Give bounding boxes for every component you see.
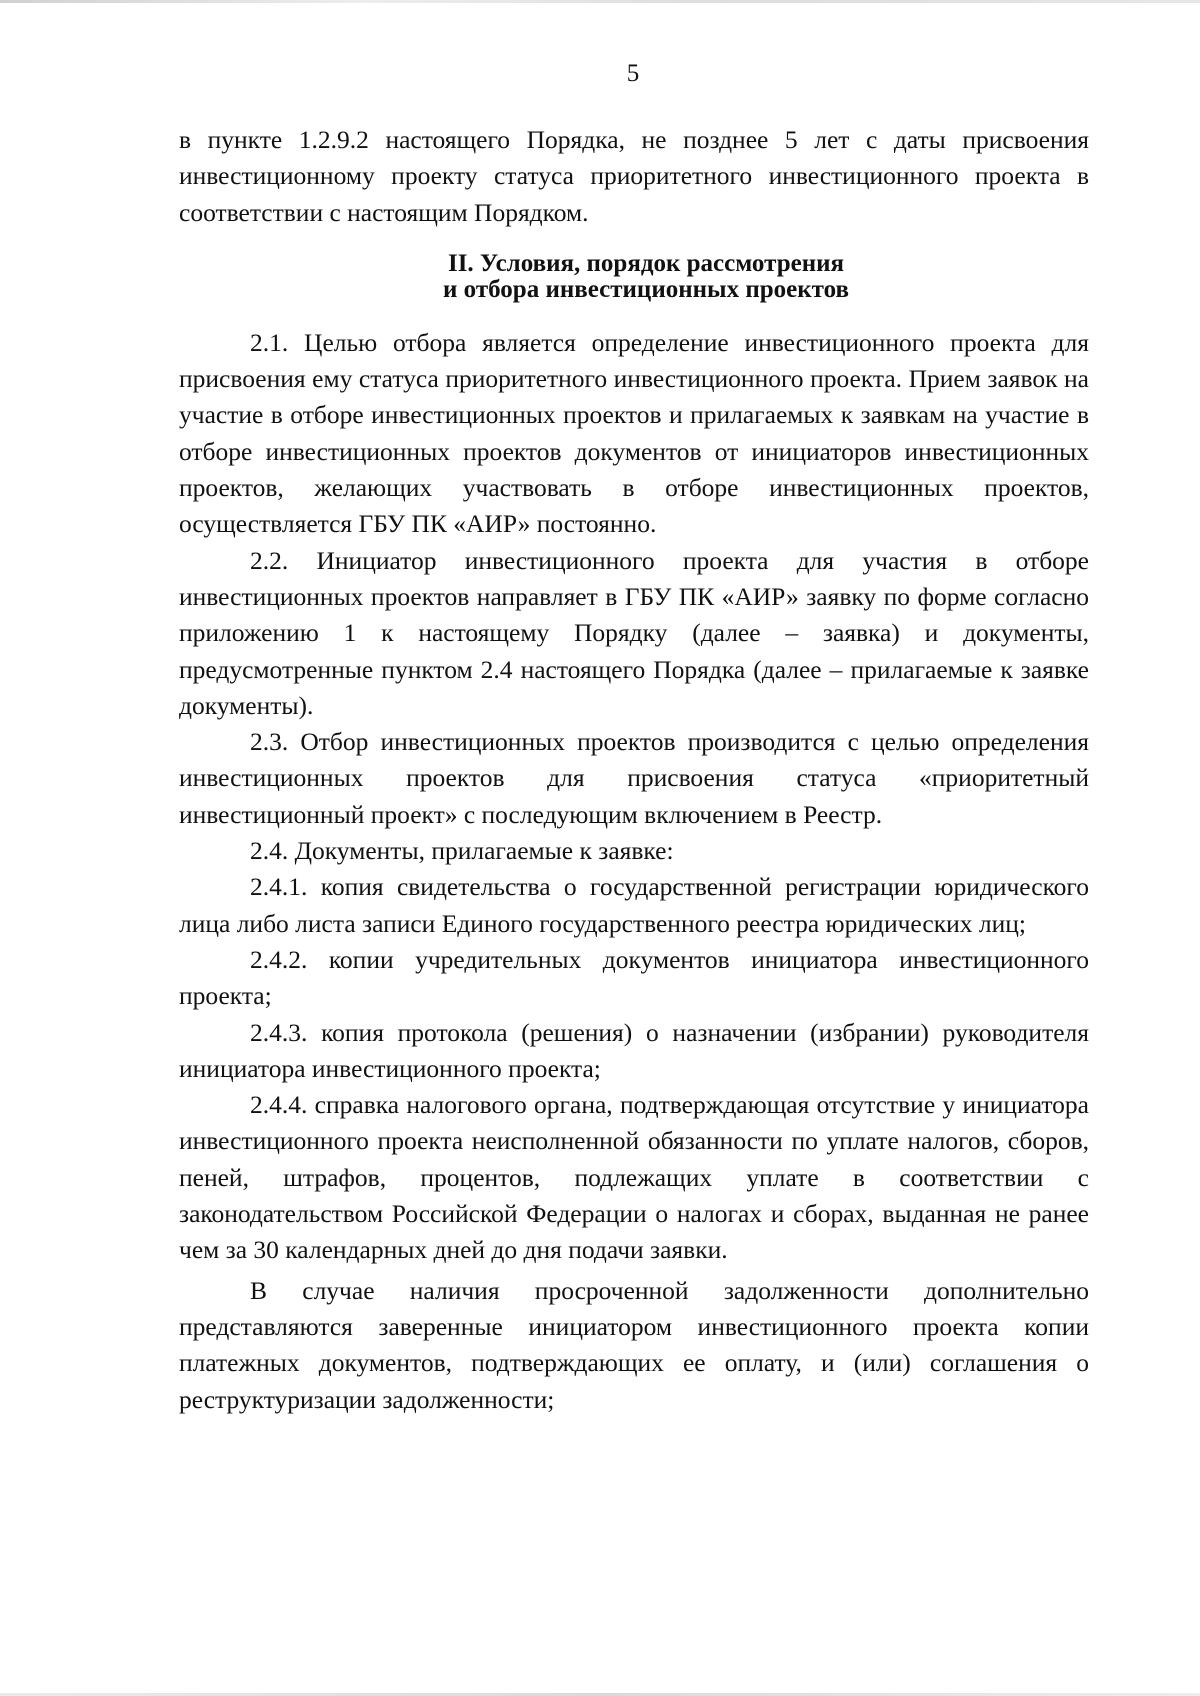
paragraph-2-4-2: 2.4.2. копии учредительных документов инициатора инвестиционного проекта; [179, 944, 1089, 1011]
section-heading-line1: II. Условия, порядок рассмотрения [447, 249, 845, 277]
scan-edge-top [0, 0, 1200, 3]
paragraph-2-4-4: 2.4.4. справка налогового органа, подтверждающая отсутствие у инициатора инвестиционного проекта неисполненной обязанности по уплате налогов, сборов, пеней, штрафов, процентов, подлежащих уплате в соответствии с законодательством Российской Федерации о налогах и сборах, выданная не ранее чем за 30 календарных дней до дня подачи заявки. [179, 1090, 1089, 1265]
intro-paragraph: в пункте 1.2.9.2 настоящего Порядка, не позднее 5 лет с даты присвоения инвестиционному проекту статуса приоритетного инвестиционного проекта в соответствии с настоящим Порядком. [179, 125, 1089, 227]
paragraph-2-4-1: 2.4.1. копия свидетельства о государственной регистрации юридического лица либо листа записи Единого государственного реестра юридических лиц; [179, 872, 1089, 938]
paragraph-debt: В случае наличия просроченной задолженности дополнительно представляются заверенные инициатором инвестиционного проекта копии платежных документов, подтверждающих ее оплату, и (или) соглашения о реструктуризации задолженности; [179, 1275, 1089, 1414]
section-heading [179, 251, 1089, 303]
paragraph-2-3: 2.3. Отбор инвестиционных проектов производится с целью определения инвестиционных проектов для присвоения статуса «приоритетный инвестиционный проект» с последующим включением в Реестр. [179, 727, 1089, 829]
paragraph-2-2: 2.2. Инициатор инвестиционного проекта для участия в отборе инвестиционных проектов направляет в ГБУ ПК «АИР» заявку по форме согласно приложению 1 к настоящему Порядку (далее – заявка) и документы, предусмотренные пунктом 2.4 настоящего Порядка (далее – прилагаемые к заявке документы). [179, 545, 1089, 720]
document-body [179, 122, 1089, 1418]
paragraph-2-4: 2.4. Документы, прилагаемые к заявке: [250, 836, 674, 866]
paragraph-2-4-3: 2.4.3. копия протокола (решения) о назначении (избрании) руководителя инициатора инвестиционного проекта; [179, 1017, 1089, 1083]
section-heading-line2: и отбора инвестиционных проектов [443, 275, 849, 303]
paragraph-2-1: 2.1. Целью отбора является определение инвестиционного проекта для присвоения ему статуса приоритетного инвестиционного проекта. Прием заявок на участие в отборе инвестиционных проектов и прилагаемых к заявкам на участие в отборе инвестиционных проектов документов от инициаторов инвестиционных проектов, желающих участвовать в отборе инвестиционных проектов, осуществляется ГБУ ПК «АИР» постоянно. [179, 327, 1089, 539]
page-number: 5 [626, 60, 640, 87]
